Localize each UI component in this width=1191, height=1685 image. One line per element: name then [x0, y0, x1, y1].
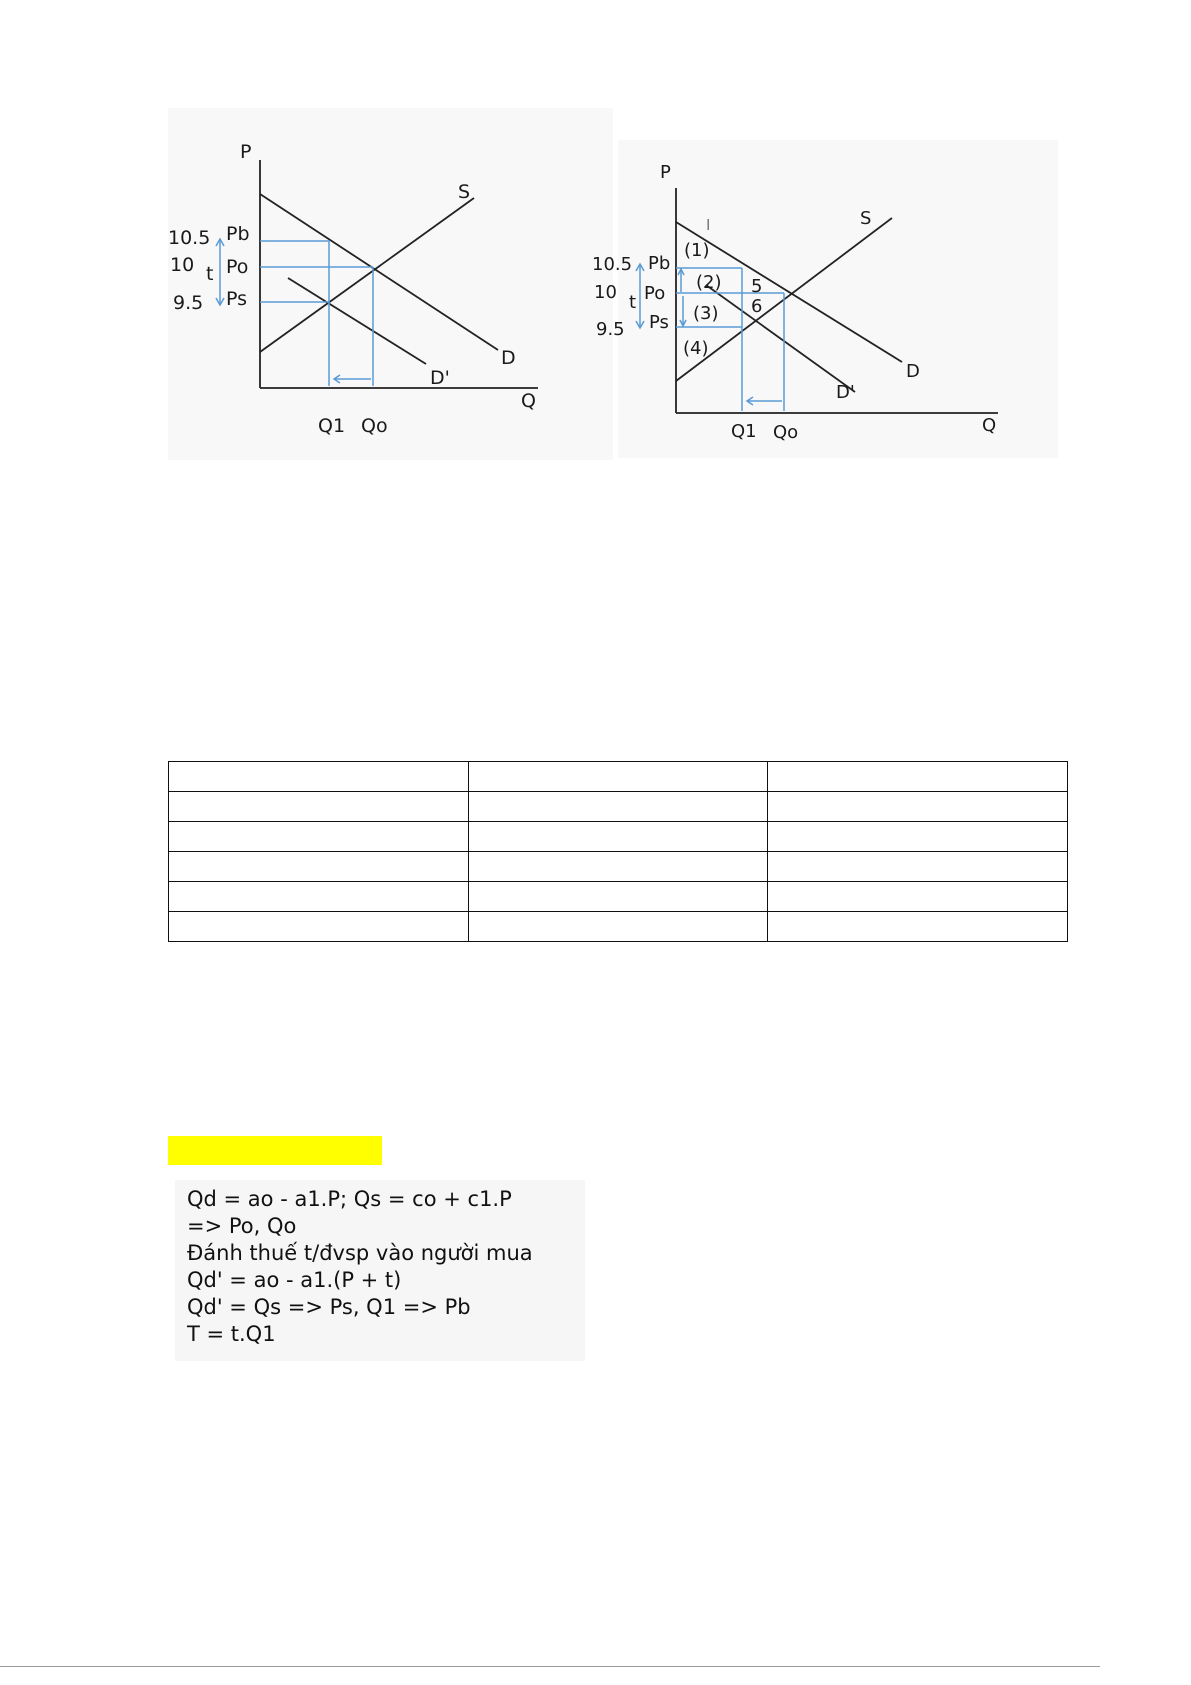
tax-label: t: [629, 292, 637, 313]
pb-label: Pb: [226, 223, 250, 245]
table-cell: [169, 912, 469, 942]
formula-line: Đánh thuế t/đvsp vào người mua: [187, 1241, 533, 1265]
q-axis-label: Q: [521, 390, 536, 412]
ps-value: 9.5: [173, 292, 204, 314]
text-cursor: I: [706, 216, 711, 234]
table-cell: [169, 882, 469, 912]
table-row: [169, 792, 1068, 822]
pb-value: 10.5: [592, 254, 633, 275]
area-4-label: (4): [683, 338, 709, 359]
formula-line: => Po, Qo: [187, 1214, 297, 1238]
table-cell: [169, 762, 469, 792]
table-cell: [768, 792, 1068, 822]
q-axis-label: Q: [982, 415, 997, 436]
table-cell: [468, 912, 768, 942]
table-cell: [768, 912, 1068, 942]
tax-diagram-left-svg: [168, 108, 613, 460]
ps-value: 9.5: [596, 319, 625, 340]
formula-block: [175, 1180, 585, 1361]
pb-label: Pb: [648, 253, 671, 274]
d-label: D: [501, 347, 516, 369]
table-cell: [768, 852, 1068, 882]
po-value: 10: [594, 282, 617, 303]
table-row: [169, 882, 1068, 912]
table-cell: [468, 882, 768, 912]
area-1-label: (1): [684, 240, 710, 261]
formula-line: Qd' = ao - a1.(P + t): [187, 1268, 402, 1292]
table-cell: [768, 762, 1068, 792]
p-axis-label: P: [240, 141, 252, 163]
area-2-label: (2): [696, 272, 722, 293]
supply-curve: [260, 198, 474, 352]
tax-diagram-right-svg: [592, 140, 1058, 458]
s-label: S: [458, 181, 471, 203]
formula-line: Qd = ao - a1.P; Qs = co + c1.P: [187, 1187, 512, 1211]
ps-label: Ps: [226, 288, 248, 310]
table-cell: [768, 822, 1068, 852]
table-cell: [169, 852, 469, 882]
q1-label: Q1: [318, 415, 346, 437]
d-prime-label: D': [430, 367, 450, 389]
table-cell: [468, 762, 768, 792]
qo-label: Qo: [361, 415, 388, 437]
table-cell: [169, 822, 469, 852]
s-label: S: [860, 208, 872, 229]
tax-diagram-right: [592, 140, 1058, 458]
yellow-highlight: [168, 1136, 382, 1165]
table-row: [169, 852, 1068, 882]
table-row: [169, 822, 1068, 852]
d-prime-label: D': [836, 382, 855, 403]
table-cell: [169, 792, 469, 822]
p-axis-label: P: [660, 162, 671, 183]
table-cell: [468, 822, 768, 852]
qo-label: Qo: [773, 422, 799, 443]
blank-table: [168, 761, 1068, 942]
po-value: 10: [170, 254, 195, 276]
demand-prime-curve: [288, 278, 426, 364]
formula-line: T = t.Q1: [187, 1322, 276, 1346]
area-3-label: (3): [693, 303, 719, 324]
po-label: Po: [644, 283, 666, 304]
d-label: D: [906, 361, 920, 382]
table-cell: [468, 792, 768, 822]
table-cell: [768, 882, 1068, 912]
q1-label: Q1: [731, 421, 757, 442]
po-label: Po: [226, 256, 249, 278]
ps-label: Ps: [649, 312, 669, 333]
tax-diagram-left: [168, 108, 613, 460]
table-row: [169, 912, 1068, 942]
area-6-label: 6: [751, 296, 763, 317]
table-cell: [468, 852, 768, 882]
tax-label: t: [206, 263, 214, 285]
footer-divider: [0, 1666, 1100, 1667]
table-row: [169, 762, 1068, 792]
formula-line: Qd' = Qs => Ps, Q1 => Pb: [187, 1295, 471, 1319]
area-5-label: 5: [751, 276, 763, 297]
pb-value: 10.5: [168, 227, 211, 249]
